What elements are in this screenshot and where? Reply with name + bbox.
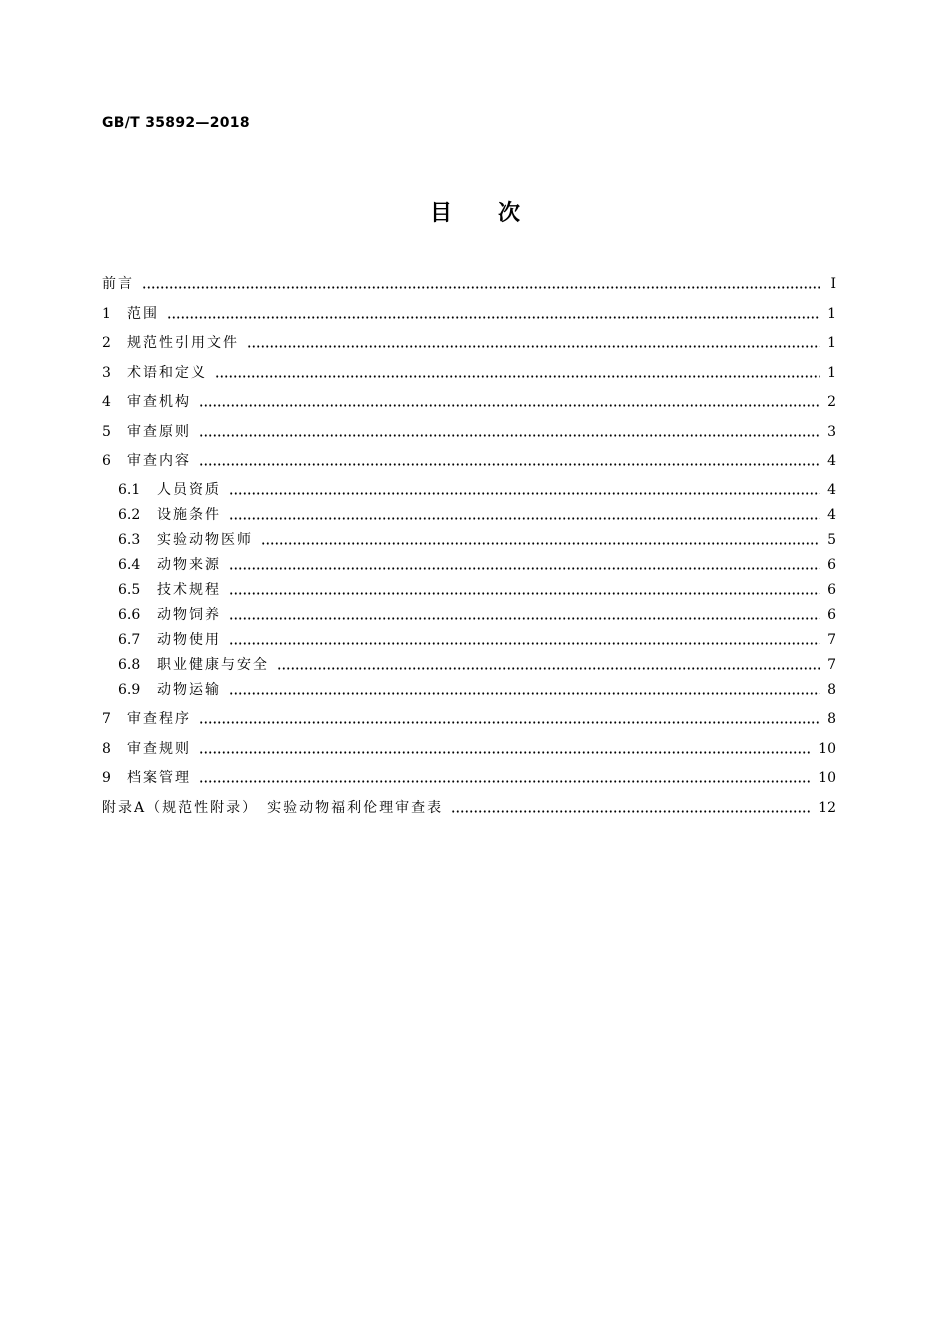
toc-entry-number: 6.1 — [118, 482, 141, 498]
toc-leader-dots — [247, 345, 820, 348]
toc-entry[interactable] — [118, 656, 836, 674]
toc-entry-label: 动物来源 — [157, 557, 221, 573]
toc-entry-number: 6.6 — [118, 607, 141, 623]
toc-leader-dots — [229, 642, 820, 645]
toc-entry-label: 动物运输 — [157, 682, 221, 698]
toc-entry-label: 职业健康与安全 — [157, 657, 269, 673]
toc-entry[interactable] — [102, 334, 836, 352]
toc-entry-number: 9 — [102, 770, 111, 786]
toc-entry-label: 动物使用 — [157, 632, 221, 648]
toc-entry-number: 7 — [102, 711, 111, 727]
toc-entry-number: 6.9 — [118, 682, 141, 698]
toc-leader-dots — [277, 667, 820, 670]
toc-leader-dots — [199, 780, 812, 783]
toc-entry[interactable] — [102, 364, 836, 382]
toc-entry[interactable] — [102, 740, 836, 758]
toc-entry-label: 设施条件 — [157, 507, 221, 523]
toc-entry-page: 6 — [827, 582, 836, 598]
toc-entry-label: 审查原则 — [127, 424, 191, 440]
toc-leader-dots — [215, 375, 820, 378]
toc-entry-label: 档案管理 — [127, 770, 191, 786]
toc-entry-number: 6.8 — [118, 657, 141, 673]
toc-entry[interactable] — [102, 423, 836, 441]
toc-entry-label: 审查规则 — [127, 741, 191, 757]
toc-entry-label: 术语和定义 — [127, 365, 207, 381]
toc-entry-number: 6.5 — [118, 582, 141, 598]
toc-entry-page: 12 — [818, 800, 836, 816]
toc-entry-page: 4 — [827, 453, 836, 469]
toc-entry[interactable] — [118, 681, 836, 699]
toc-leader-dots — [229, 492, 820, 495]
toc-entry-page: 1 — [827, 365, 836, 381]
toc-leader-dots — [229, 567, 820, 570]
toc-entry-page: 1 — [827, 335, 836, 351]
toc-entry-label: 前言 — [102, 276, 134, 292]
toc-entry-label: 审查程序 — [127, 711, 191, 727]
toc-entry-number: 5 — [102, 424, 111, 440]
toc-entry-number: 6.7 — [118, 632, 141, 648]
toc-leader-dots — [261, 542, 820, 545]
toc-entry-page: 5 — [827, 532, 836, 548]
toc-entry[interactable] — [102, 769, 836, 787]
toc-entry-label: 范围 — [127, 306, 159, 322]
toc-entry-page: 1 — [827, 306, 836, 322]
toc-entry-number: 6.2 — [118, 507, 141, 523]
toc-entry-label: 人员资质 — [157, 482, 221, 498]
toc-entry-label: 技术规程 — [157, 582, 221, 598]
toc-entry[interactable] — [118, 606, 836, 624]
toc-entry[interactable] — [102, 799, 836, 817]
toc-entry-page: 10 — [818, 770, 836, 786]
toc-entry-label: 实验动物医师 — [157, 532, 253, 548]
toc-entry-label: 审查内容 — [127, 453, 191, 469]
toc-entry[interactable] — [102, 275, 836, 293]
toc-entry-number: 8 — [102, 741, 111, 757]
toc-entry-number: 4 — [102, 394, 111, 410]
toc-entry[interactable] — [118, 581, 836, 599]
toc-entry-page: 6 — [827, 607, 836, 623]
toc-entry-number: 1 — [102, 306, 111, 322]
toc-leader-dots — [199, 721, 820, 724]
toc-entry[interactable] — [118, 556, 836, 574]
toc-entry-page: 8 — [827, 711, 836, 727]
toc-title — [0, 196, 950, 227]
toc-entry-page: 4 — [827, 482, 836, 498]
toc-entry[interactable] — [102, 393, 836, 411]
toc-leader-dots — [451, 810, 812, 813]
toc-entry-page: 4 — [827, 507, 836, 523]
toc-leader-dots — [199, 404, 820, 407]
toc-entry-page: Ⅰ — [830, 276, 836, 292]
toc-leader-dots — [199, 434, 820, 437]
toc-entry-label: 规范性引用文件 — [127, 335, 239, 351]
toc-leader-dots — [229, 692, 820, 695]
toc-entry[interactable] — [118, 531, 836, 549]
toc-leader-dots — [229, 617, 820, 620]
toc-entry[interactable] — [102, 710, 836, 728]
toc-entry-label: 动物饲养 — [157, 607, 221, 623]
toc-entry-label: 审查机构 — [127, 394, 191, 410]
toc-entry-page: 8 — [827, 682, 836, 698]
toc-entry-number: 3 — [102, 365, 111, 381]
toc-entry-page: 7 — [827, 657, 836, 673]
toc-entry-number: 2 — [102, 335, 111, 351]
toc-entry[interactable] — [102, 305, 836, 323]
toc-title-char-2: 次 — [498, 201, 521, 226]
toc-entry[interactable] — [118, 631, 836, 649]
toc-leader-dots — [199, 751, 812, 754]
toc-entry[interactable] — [102, 452, 836, 470]
toc-leader-dots — [142, 286, 820, 289]
toc-leader-dots — [229, 517, 820, 520]
toc-entry-page: 7 — [827, 632, 836, 648]
toc-entry-label: 附录A（规范性附录） 实验动物福利伦理审查表 — [102, 800, 444, 816]
toc-entry-page: 2 — [827, 394, 836, 410]
toc-title-char-1: 目 — [429, 201, 452, 226]
toc-leader-dots — [199, 463, 820, 466]
toc-entry-page: 10 — [818, 741, 836, 757]
toc-entry-number: 6 — [102, 453, 111, 469]
toc-entry-page: 6 — [827, 557, 836, 573]
toc-leader-dots — [229, 592, 820, 595]
toc-entry-number: 6.3 — [118, 532, 141, 548]
toc-entry[interactable] — [118, 481, 836, 499]
toc-entry-page: 3 — [827, 424, 836, 440]
standard-number: GB/T 35892—2018 — [102, 115, 250, 131]
toc-entry-number: 6.4 — [118, 557, 141, 573]
toc-leader-dots — [167, 316, 820, 319]
toc-entry[interactable] — [118, 506, 836, 524]
